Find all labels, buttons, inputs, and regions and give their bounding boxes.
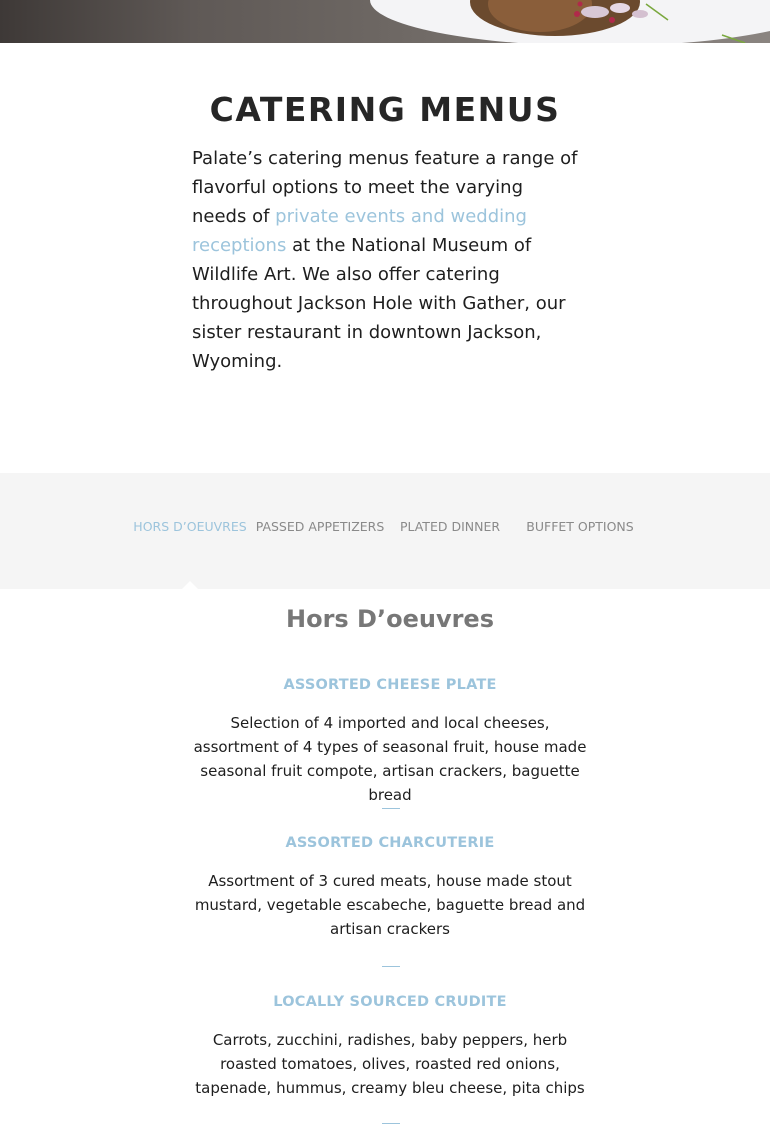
menu-item-name: ASSORTED CHEESE PLATE <box>283 677 497 693</box>
menu-item <box>190 834 590 941</box>
page-title: CATERING MENUS <box>209 90 561 129</box>
menu-item-description: Carrots, zucchini, radishes, baby peppers, herb roasted tomatoes, olives, roasted red onions, tapenade, hummus, creamy bleu cheese, pita chips <box>195 1031 585 1097</box>
menu-item-description: Selection of 4 imported and local cheeses, assortment of 4 types of seasonal fruit, house made seasonal fruit compote, artisan crackers, baguette bread <box>193 714 587 804</box>
menu-item <box>190 676 590 807</box>
menu-item-divider <box>382 1123 400 1124</box>
menu-item-name: LOCALLY SOURCED CRUDITE <box>273 994 507 1010</box>
hero-food-image <box>0 0 770 43</box>
tab-passed-appetizers[interactable]: PASSED APPETIZERS <box>255 519 385 534</box>
menu-item-divider <box>382 808 400 809</box>
private-events-link[interactable]: private events and wedding receptions <box>192 206 527 256</box>
intro-paragraph <box>192 144 582 376</box>
menu-item-name: ASSORTED CHARCUTERIE <box>285 835 495 851</box>
active-tab-pointer <box>181 581 199 590</box>
menu-item-divider <box>382 966 400 967</box>
section-title: Hors D’oeuvres <box>286 605 494 633</box>
tab-hors-doeuvres[interactable]: HORS D’OEUVRES <box>133 519 247 534</box>
menu-tab-bar <box>0 473 770 589</box>
menu-item-description: Assortment of 3 cured meats, house made stout mustard, vegetable escabeche, baguette bread and artisan crackers <box>194 872 586 938</box>
menu-item <box>190 993 590 1100</box>
tab-buffet-options[interactable]: BUFFET OPTIONS <box>526 519 634 534</box>
hero-plate-graphic <box>0 0 770 43</box>
tab-plated-dinner[interactable]: PLATED DINNER <box>399 519 501 534</box>
intro-text-before-link: Palate’s catering menus feature a range of flavorful options to meet the varying needs of <box>192 148 578 227</box>
intro-text-after-link: at the National Museum of Wildlife Art. We also offer catering throughout Jackson Hole with Gather, our sister restaurant in downtown Jackson, Wyoming. <box>192 235 566 372</box>
